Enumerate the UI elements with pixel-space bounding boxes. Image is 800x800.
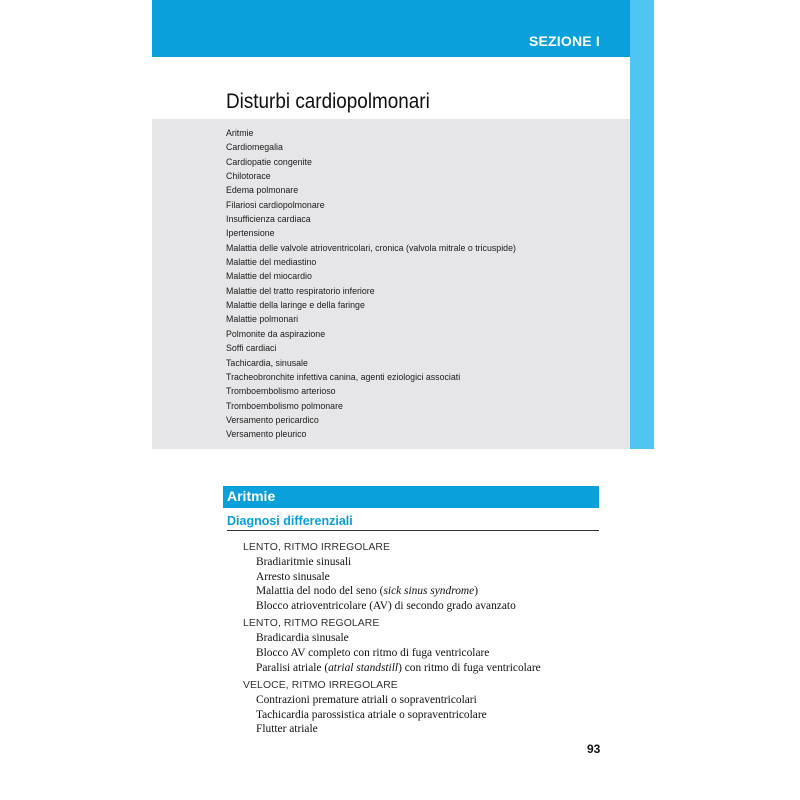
- contents-item: Malattie del miocardio: [226, 271, 312, 283]
- contents-item: Tracheobronchite infettiva canina, agenti eziologici associati: [226, 371, 461, 383]
- diagnosis-item-english-term: sick sinus syndrome: [383, 585, 475, 598]
- diagnosis-item: Flutter atriale: [256, 723, 318, 736]
- contents-item: Malattie del tratto respiratorio inferiore: [226, 285, 375, 297]
- diagnosis-group: [243, 541, 603, 613]
- diagnosis-item: Blocco AV completo con ritmo di fuga ventricolare: [256, 646, 490, 659]
- contents-item: Malattie della laringe e della faringe: [226, 300, 365, 312]
- diagnosis-item-english-term: atrial standstill: [328, 661, 399, 674]
- diagnosis-item: Contrazioni premature atriali o sopraventricolari: [256, 694, 477, 707]
- topic-title-bar: [223, 486, 599, 508]
- contents-item: Cardiopatie congenite: [226, 156, 312, 168]
- diagnosis-group-heading: LENTO, RITMO REGOLARE: [243, 618, 380, 630]
- diagnosis-group-heading: VELOCE, RITMO IRREGOLARE: [243, 680, 398, 692]
- diagnosis-group-heading: LENTO, RITMO IRREGOLARE: [243, 542, 391, 553]
- diagnosis-item: [243, 661, 603, 676]
- chapter-contents-box: [152, 119, 630, 449]
- differential-diagnosis-list: [243, 540, 603, 741]
- contents-item: Versamento pleurico: [226, 429, 307, 441]
- contents-item: Malattie polmonari: [226, 314, 299, 326]
- side-color-stripe: [630, 0, 654, 449]
- diagnosis-group: [243, 679, 603, 737]
- diagnosis-item: Bradiaritmie sinusali: [256, 556, 352, 568]
- contents-item: Edema polmonare: [226, 185, 299, 197]
- section-label: SEZIONE I: [528, 33, 600, 49]
- contents-item: Filariosi cardiopolmonare: [226, 199, 325, 211]
- contents-item: Chilotorace: [226, 171, 271, 183]
- chapter-contents-list: [226, 127, 541, 443]
- contents-item: Tromboembolismo polmonare: [226, 400, 343, 412]
- contents-item: Malattie del mediastino: [226, 257, 317, 269]
- page-number: 93: [587, 742, 601, 756]
- diagnosis-item: Bradicardia sinusale: [256, 632, 349, 645]
- chapter-title-panel: [152, 57, 630, 119]
- chapter-title: Disturbi cardiopolmonari: [226, 90, 430, 113]
- differential-diagnosis-heading: Diagnosi differenziali: [227, 514, 599, 531]
- diagnosis-item: Arresto sinusale: [256, 570, 330, 583]
- contents-item: Tromboembolismo arterioso: [226, 386, 336, 398]
- diagnosis-item-text: ): [474, 585, 478, 598]
- contents-item: Cardiomegalia: [226, 142, 283, 154]
- section-banner: [152, 0, 630, 57]
- contents-item: Malattia delle valvole atrioventricolari, cronica (valvola mitrale o tricuspide): [226, 242, 516, 254]
- contents-item: Ipertensione: [226, 228, 275, 240]
- topic-title: Aritmie: [227, 488, 276, 504]
- contents-item: Tachicardia, sinusale: [226, 357, 308, 369]
- diagnosis-group: [243, 617, 603, 675]
- diagnosis-item: Blocco atrioventricolare (AV) di secondo grado avanzato: [256, 599, 516, 612]
- contents-item: Soffi cardiaci: [226, 343, 277, 355]
- contents-item: Insufficienza cardiaca: [226, 214, 311, 226]
- diagnosis-item: [243, 584, 603, 599]
- diagnosis-item: Tachicardia parossistica atriale o sopraventricolare: [256, 708, 487, 721]
- contents-item: Aritmie: [226, 128, 254, 139]
- diagnosis-item-text: Paralisi atriale (: [256, 661, 329, 674]
- contents-item: Polmonite da aspirazione: [226, 328, 326, 340]
- diagnosis-item-text: ) con ritmo di fuga ventricolare: [398, 661, 541, 674]
- contents-item: Versamento pericardico: [226, 414, 319, 426]
- diagnosis-item-text: Malattia del nodo del seno (: [256, 585, 384, 598]
